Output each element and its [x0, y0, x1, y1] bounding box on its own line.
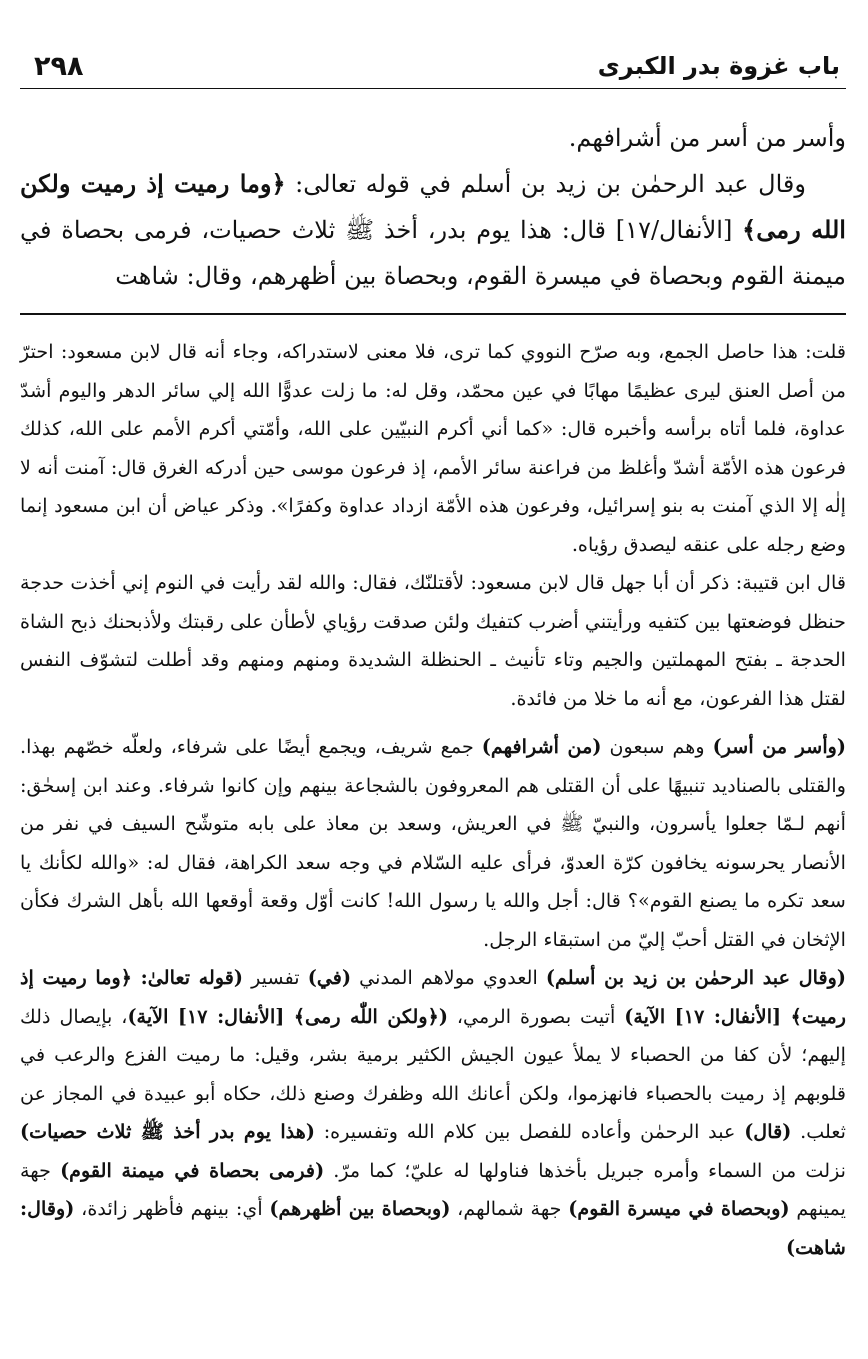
page-header [20, 0, 846, 88]
matn-quote: (وقال: شاهت) [20, 1197, 846, 1259]
commentary-paragraph-3 [20, 728, 846, 959]
commentary-run: العدوي مولاهم المدني [351, 966, 546, 989]
main-text-run: [الأنفال/١٧] قال: هذا يوم بدر، أخذ ﷺ ثلاث حصيات، فرمى بحصاة في ميمنة القوم وبحصاة في ميسرة القوم، وبحصاة بين أظهرهم، وقال: شاهت [20, 216, 846, 290]
matn-quote: (فرمى بحصاة في ميمنة القوم) [60, 1158, 325, 1182]
commentary-run: وهم سبعون [601, 735, 713, 758]
commentary-run: أتيت بصورة الرمي، [447, 1004, 625, 1028]
commentary-paragraph-4 [20, 959, 846, 1267]
commentary-paragraph-1: قلت: هذا حاصل الجمع، وبه صرّح النووي كما ترى، فلا معنى لاستدراكه، وجاء أنه قال لابن مسعود: احترّ من أصل العنق ليرى عظيمًا مهابًا في عين محمّد، وقل له: ما زلت عدوًّا الله إلي سائر الدهر واليوم أشدّ عداوة، فلما أتاه برأسه وأخبره قال: «كما أني أكرم النبيّين على الله، وأمّتي أكرم الأمم على الله، كذلك فرعون هذه الأمّة أشدّ وأغلظ من فراعنة سائر الأمم، إذ فرعون موسى حين أدركه الغرق قال: آمنت أنه لا إلٰه إلا الذي آمنت به بنو إسرائيل، وفرعون هذه الأمّة ازداد عداوة وكفرًا». وذكر عياض أن ابن مسعود إنما وضع رجله على عنقه ليصدق رؤياه. [20, 340, 847, 556]
commentary-run: جهة يمينهم [20, 1158, 846, 1220]
commentary-paragraph-2: قال ابن قتيبة: ذكر أن أبا جهل قال لابن مسعود: لأقتلنّك، فقال: والله لقد رأيت في النوم إني أخذت حدجة حنظل فوضعتها بين كتفيه ورأيتني أضرب كتفيك ولئن صدقت رؤياي لأطأن على رقبتك ولأذبحنك ذبح الشاة الحدجة ـ بفتح المهملتين والجيم وتاء تأنيث ـ الحنظلة الشديدة ومنهم ومنهم وقد أطلت لتشوّف النفس لقتل هذا الفرعون، مع أنه ما خلا من فائدة. [20, 571, 846, 710]
matn-quote: (من أشرافهم) [481, 735, 602, 758]
commentary-run: جهة شمالهم، [450, 1197, 569, 1220]
main-text-run: وقال عبد الرحمٰن بن زيد بن أسلم في قوله تعالى: [285, 170, 806, 198]
commentary [20, 315, 846, 1267]
commentary-run: تفسير [243, 966, 308, 989]
chapter-title: باب غزوة بدر الكبرى [597, 52, 840, 80]
main-paragraph-2 [20, 161, 846, 299]
matn-quote: (﴿ولكن اللّٰه رمى﴾ [الأنفال: ١٧] الآية) [127, 1004, 448, 1028]
commentary-run: جمع شريف، ويجمع أيضًا على شرفاء، ولعلّه خصّهم بهذا. والقتلى بالصناديد تنبيهًا على أن القتلى هم المعروفون بالشجاعة بينهم وإن كانوا شرفاء. وعند ابن إسحٰق: أنهم لـمّا جعلوا يأسرون، والنبيّ ﷺ في العريش، وسعد بن معاذ على بابه متوشّح السيف في نفر من الأنصار يحرسونه يخافون كرّة العدوّ، فرأى عليه السّلام في وجه سعد الكراهة، فقال له: «والله لكأنك يا سعد تكره ما يصنع القوم»؟ قال: أجل والله يا رسول الله! كانت أوّل وقعة أوقعها الله بأهل الشرك فكأن الإثخان في القتل أحبّ إليّ من استبقاء الرجل. [20, 735, 846, 951]
matn-quote: (قوله تعالىٰ: ﴿وما رميت إذ رميت﴾ [الأنفال: ١٧] الآية) [20, 966, 846, 1028]
commentary-run: ، بإيصال ذلك إليهم؛ لأن كفا من الحصباء لا يملأ عيون الجيش الكثير برمية بشر، وقيل: ما رميت الفزع والرعب في قلوبهم إذ رميت بالحصباء فانهزموا، ولكن أعانك الله وظفرك وصنع ذلك، حكاه أبو عبيدة في المجاز عن ثعلب. [20, 1004, 846, 1143]
matn-quote: (وبحصاة بين أظهرهم) [269, 1197, 451, 1220]
page-number: ٢٩٨ [34, 51, 84, 82]
commentary-run: أي: بينهم فأظهر زائدة، [74, 1197, 270, 1220]
matn-quote: (وبحصاة في ميسرة القوم) [568, 1197, 790, 1220]
matn-quote: (في) [307, 966, 352, 989]
commentary-run: نزلت من السماء وأمره جبريل بأخذها فناولها له عليّ؛ كما مرّ. [324, 1158, 846, 1182]
main-text [20, 89, 846, 299]
quran-verse: ﴿وما رميت إذ رميت ولكن الله رمى﴾ [20, 169, 846, 244]
main-paragraph-1: وأسر من أسر من أشرافهم. [568, 124, 846, 152]
matn-quote: (وقال عبد الرحمٰن بن زيد بن أسلم) [545, 966, 846, 989]
commentary-run: عبد الرحمٰن وأعاده للفصل بين كلام الله وتفسيره: [314, 1120, 745, 1143]
matn-quote: (هذا يوم بدر أخذ ﷺ ثلاث حصيات) [20, 1120, 315, 1143]
matn-quote: (قال) [744, 1120, 792, 1143]
matn-quote: (وأسر من أسر) [712, 735, 847, 758]
